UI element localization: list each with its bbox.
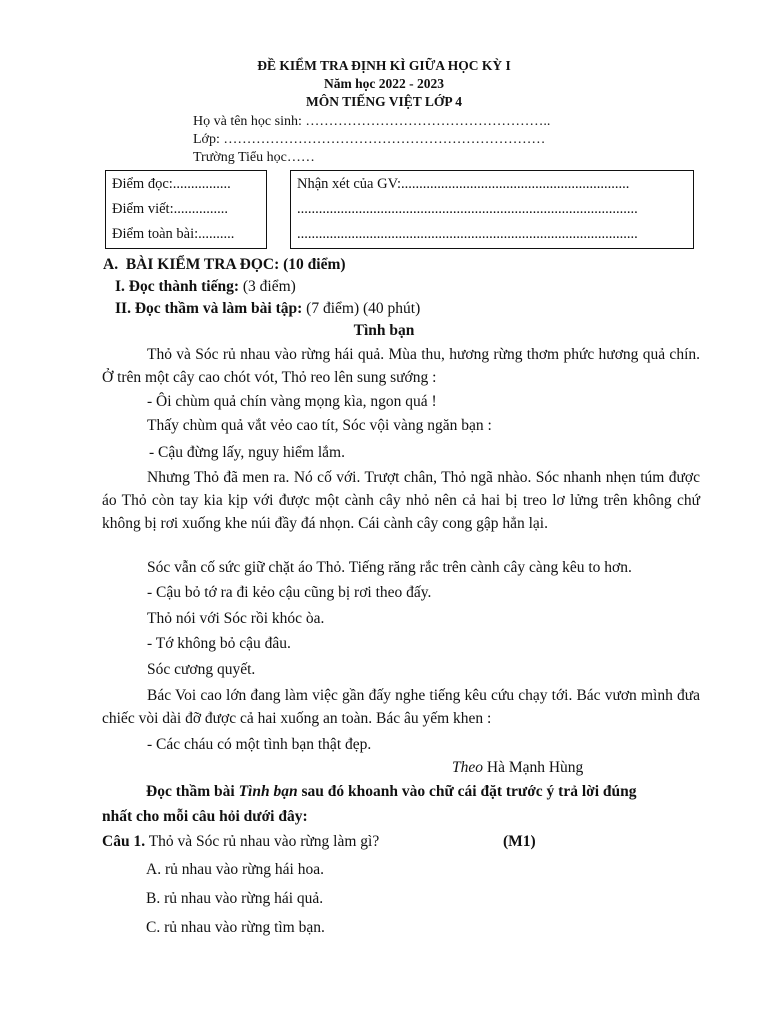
score-box — [105, 170, 267, 249]
section-a-prefix: A. — [103, 256, 119, 273]
class-field: Lớp: …………………………………………………………… — [193, 132, 546, 147]
story-source — [452, 759, 583, 777]
part-1-points: (3 điểm) — [242, 278, 296, 295]
answer-option-a[interactable]: A. rủ nhau vào rừng hái hoa. — [146, 861, 324, 878]
subject-title: MÔN TIẾNG VIỆT LỚP 4 — [305, 94, 463, 109]
total-score: Điểm toàn bài:.......... — [112, 226, 235, 242]
source-author: Hà Mạnh Hùng — [486, 759, 584, 776]
question-1 — [102, 833, 379, 851]
exam-title: ĐỀ KIỂM TRA ĐỊNH KÌ GIỮA HỌC KỲ I — [257, 58, 511, 73]
teacher-comment-label: Nhận xét của GV:............................................................... — [297, 176, 630, 192]
instruction-line-1 — [146, 783, 637, 801]
story-paragraph: Bác Voi cao lớn đang làm việc gần đấy nghe tiếng kêu cứu chạy tới. Bác vươn mình đưa chiếc vòi dài đỡ được cả hai xuống an toàn. Bác âu yếm khen : — [102, 687, 700, 727]
story-paragraph: Nhưng Thỏ đã men ra. Nó cố với. Trượt chân, Thỏ ngã nhào. Sóc nhanh nhẹn túm được áo Thỏ còn tay kia kịp với được một cành cây nhỏ nên cả hai bị treo lơ lửng trên không chứ không bị rơi xuống khe núi đầy đá nhọn. Cái cành cây cong gập hẳn lại. — [102, 469, 700, 532]
comment-line: .............................................................................................. — [297, 226, 638, 242]
story-paragraph: Sóc vẫn cố sức giữ chặt áo Thỏ. Tiếng răng rắc trên cành cây càng kêu to hơn. — [147, 559, 632, 576]
story-paragraph: - Tớ không bỏ cậu đâu. — [147, 635, 291, 652]
instruction-line-2: nhất cho mỗi câu hỏi dưới đây: — [102, 808, 308, 825]
instruction-text: sau đó khoanh vào chữ cái đặt trước ý trả lời đúng — [301, 783, 637, 800]
question-1-level: (M1) — [503, 833, 536, 850]
teacher-comment-box — [290, 170, 694, 249]
section-a-title: BÀI KIỂM TRA ĐỌC: (10 điểm) — [125, 256, 346, 273]
part-2-points: (7 điểm) (40 phút) — [306, 300, 421, 317]
story-paragraph: Thỏ và Sóc rủ nhau vào rừng hái quả. Mùa thu, hương rừng thơm phức hương quả chín. Ở trên một cây cao chót vót, Thỏ reo lên sung sướng : — [102, 346, 700, 386]
story-paragraph: Sóc cương quyết. — [147, 661, 256, 678]
story-paragraph: - Cậu đừng lấy, nguy hiểm lắm. — [149, 444, 345, 461]
part-1-label: I. Đọc thành tiếng: — [115, 278, 240, 295]
school-year: Năm học 2022 - 2023 — [324, 76, 444, 91]
answer-option-b[interactable]: B. rủ nhau vào rừng hái quả. — [146, 890, 324, 907]
question-1-text: Thỏ và Sóc rủ nhau vào rừng làm gì? — [148, 833, 380, 850]
instruction-story-title: Tình bạn — [238, 783, 298, 800]
story-paragraph: - Ôi chùm quả chín vàng mọng kìa, ngon quá ! — [147, 393, 437, 410]
part-2-label: II. Đọc thầm và làm bài tập: — [115, 300, 303, 317]
story-title: Tình bạn — [353, 322, 415, 339]
source-prefix: Theo — [452, 759, 483, 776]
writing-score: Điểm viết:............... — [112, 201, 228, 217]
school-field: Trường Tiểu học…… — [193, 150, 315, 165]
part-1-heading — [115, 278, 296, 296]
student-name-field: Họ và tên học sinh: …………………………………………….. — [193, 114, 551, 129]
reading-score: Điểm đọc:................ — [112, 176, 231, 192]
comment-line: .............................................................................................. — [297, 201, 638, 217]
story-paragraph: Thấy chùm quả vắt vẻo cao tít, Sóc vội vàng ngăn bạn : — [147, 417, 492, 434]
story-paragraph: Thỏ nói với Sóc rồi khóc òa. — [147, 610, 325, 627]
answer-option-c[interactable]: C. rủ nhau vào rừng tìm bạn. — [146, 919, 325, 936]
instruction-text: Đọc thầm bài — [146, 783, 235, 800]
section-a-heading — [103, 256, 346, 274]
part-2-heading — [115, 300, 420, 318]
story-paragraph: - Các cháu có một tình bạn thật đẹp. — [147, 736, 372, 753]
story-paragraph: - Cậu bỏ tớ ra đi kẻo cậu cũng bị rơi theo đấy. — [147, 584, 432, 601]
question-1-label: Câu 1. — [102, 833, 146, 850]
